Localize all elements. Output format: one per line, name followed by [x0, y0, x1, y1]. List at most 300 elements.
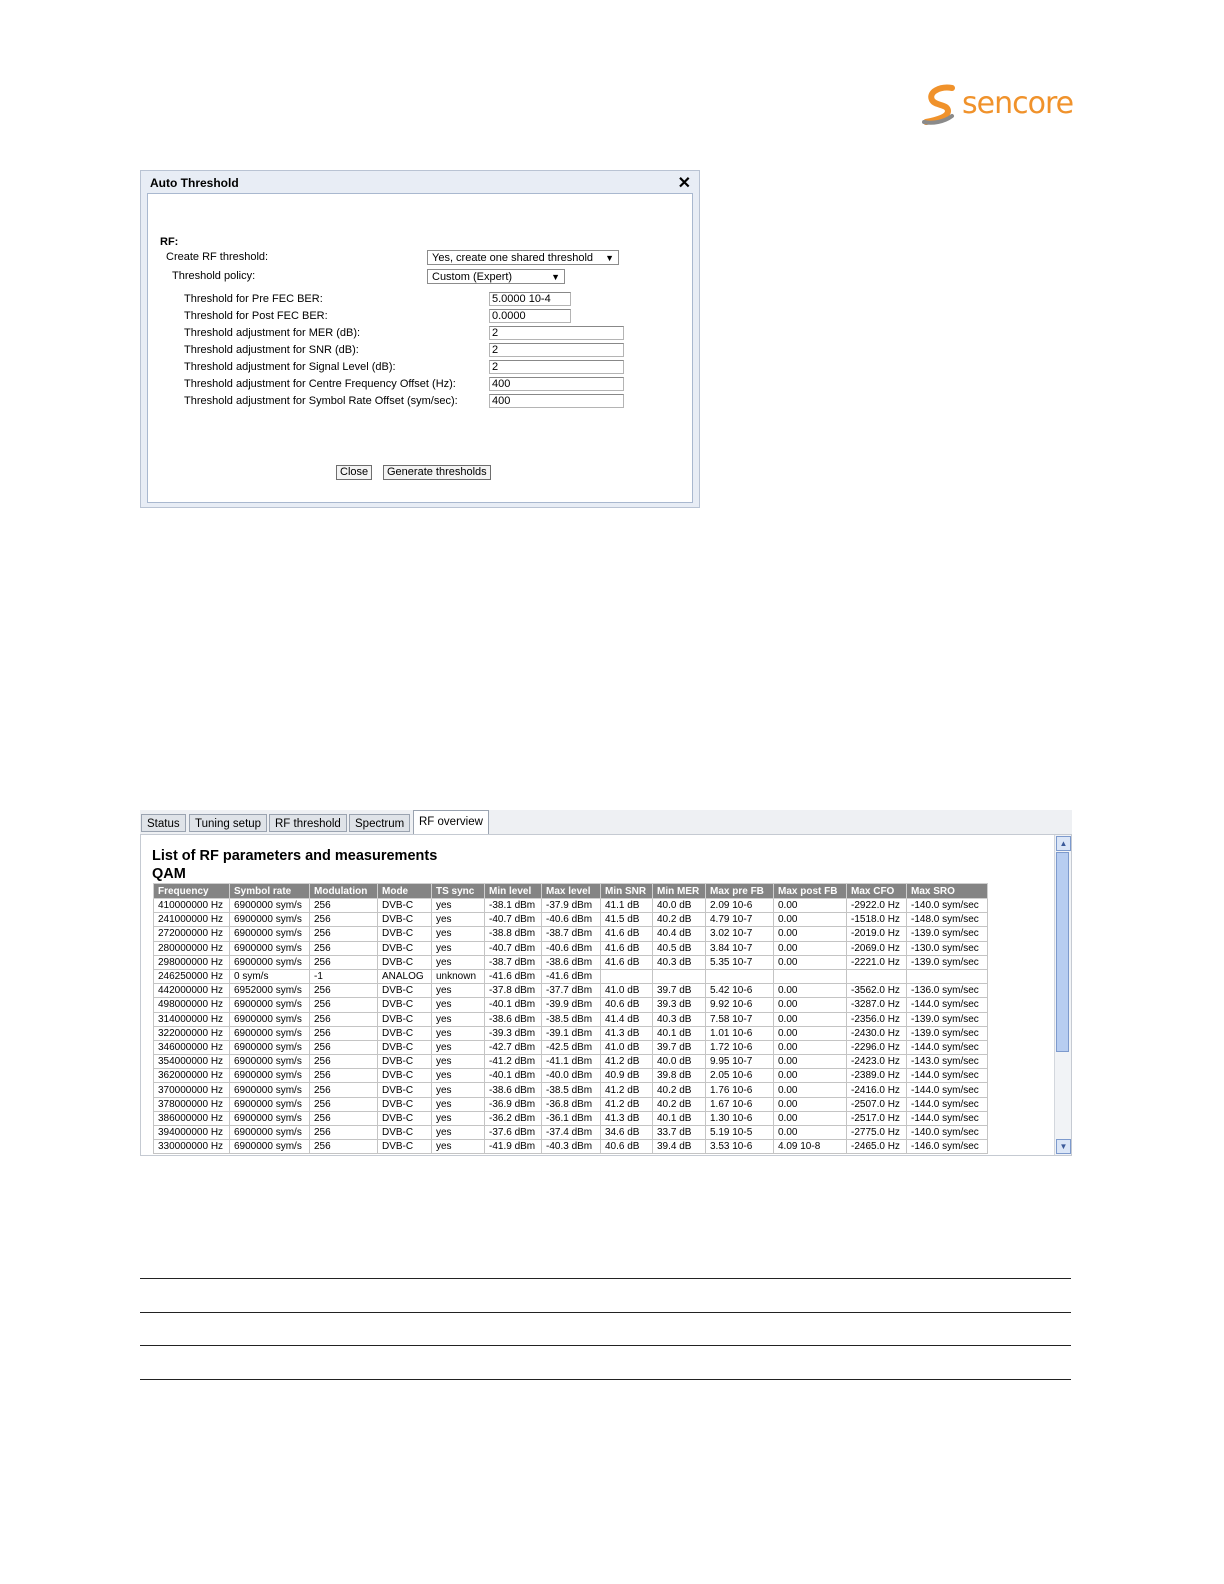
- table-cell: 40.2 dB: [653, 1097, 706, 1111]
- signal-level-adjustment-label: Threshold adjustment for Signal Level (dB):: [184, 361, 396, 373]
- mer-adjustment-input[interactable]: [489, 326, 624, 340]
- table-cell: DVB-C: [378, 1040, 432, 1054]
- table-cell: -2221.0 Hz: [847, 955, 907, 969]
- table-cell: -2389.0 Hz: [847, 1069, 907, 1083]
- table-cell: 6900000 sym/s: [230, 1126, 310, 1140]
- table-cell: DVB-C: [378, 1026, 432, 1040]
- table-cell: -2775.0 Hz: [847, 1126, 907, 1140]
- table-cell: 41.2 dB: [601, 1083, 653, 1097]
- table-cell: -148.0 sym/sec: [907, 913, 988, 927]
- table-cell: yes: [432, 984, 485, 998]
- table-cell: 0.00: [774, 913, 847, 927]
- table-cell: 0.00: [774, 941, 847, 955]
- logo-wordmark: sencore: [962, 86, 1074, 121]
- table-cell: DVB-C: [378, 941, 432, 955]
- column-header: Min level: [485, 884, 542, 899]
- table-cell: -144.0 sym/sec: [907, 998, 988, 1012]
- dialog-body: [147, 193, 693, 503]
- table-row: [154, 913, 988, 927]
- close-button[interactable]: Close: [336, 465, 372, 480]
- table-cell: -140.0 sym/sec: [907, 899, 988, 913]
- table-cell: 3.02 10-7: [706, 927, 774, 941]
- table-cell: 0.00: [774, 955, 847, 969]
- table-cell: 5.35 10-7: [706, 955, 774, 969]
- table-cell: 41.1 dB: [601, 899, 653, 913]
- table-cell: yes: [432, 927, 485, 941]
- table-cell: 40.6 dB: [601, 998, 653, 1012]
- divider: [140, 1379, 1071, 1380]
- table-cell: -38.6 dBm: [542, 955, 601, 969]
- table-cell: -2922.0 Hz: [847, 899, 907, 913]
- table-cell: 256: [310, 998, 378, 1012]
- create-rf-threshold-label: Create RF threshold:: [166, 251, 269, 263]
- table-cell: 256: [310, 1140, 378, 1154]
- table-cell: -38.7 dBm: [542, 927, 601, 941]
- table-cell: -1518.0 Hz: [847, 913, 907, 927]
- table-cell: -42.5 dBm: [542, 1040, 601, 1054]
- column-header: Frequency: [154, 884, 230, 899]
- table-cell: 6900000 sym/s: [230, 1140, 310, 1154]
- table-cell: DVB-C: [378, 1126, 432, 1140]
- table-cell: 1.30 10-6: [706, 1111, 774, 1125]
- signal-level-adjustment-input[interactable]: [489, 360, 624, 374]
- table-cell: -2423.0 Hz: [847, 1055, 907, 1069]
- table-cell: 41.5 dB: [601, 913, 653, 927]
- table-cell: yes: [432, 941, 485, 955]
- table-cell: DVB-C: [378, 998, 432, 1012]
- table-cell: -41.6 dBm: [485, 969, 542, 983]
- table-cell: DVB-C: [378, 1111, 432, 1125]
- column-header: Min SNR: [601, 884, 653, 899]
- dialog-title: Auto Threshold: [150, 176, 239, 190]
- table-cell: yes: [432, 1040, 485, 1054]
- table-row: [154, 1083, 988, 1097]
- table-header-row: [154, 884, 988, 899]
- table-cell: 256: [310, 941, 378, 955]
- auto-threshold-dialog: [140, 170, 700, 508]
- column-header: TS sync: [432, 884, 485, 899]
- table-cell: 34.6 dB: [601, 1126, 653, 1140]
- table-cell: -36.9 dBm: [485, 1097, 542, 1111]
- table-cell: -2296.0 Hz: [847, 1040, 907, 1054]
- table-cell: 362000000 Hz: [154, 1069, 230, 1083]
- table-cell: 6900000 sym/s: [230, 941, 310, 955]
- table-cell: DVB-C: [378, 1069, 432, 1083]
- table-cell: 39.7 dB: [653, 1040, 706, 1054]
- table-cell: -36.8 dBm: [542, 1097, 601, 1111]
- table-cell: unknown: [432, 969, 485, 983]
- table-cell: DVB-C: [378, 955, 432, 969]
- table-cell: 5.19 10-5: [706, 1126, 774, 1140]
- table-cell: 0 sym/s: [230, 969, 310, 983]
- section-rf-label: RF:: [160, 236, 179, 248]
- table-cell: 39.4 dB: [653, 1140, 706, 1154]
- table-cell: yes: [432, 899, 485, 913]
- sro-adjustment-label: Threshold adjustment for Symbol Rate Offset (sym/sec):: [184, 395, 458, 407]
- table-cell: 40.2 dB: [653, 913, 706, 927]
- table-cell: -2416.0 Hz: [847, 1083, 907, 1097]
- table-cell: yes: [432, 1083, 485, 1097]
- table-cell: -41.2 dBm: [485, 1055, 542, 1069]
- sro-adjustment-input[interactable]: [489, 394, 624, 408]
- table-cell: 0.00: [774, 998, 847, 1012]
- table-cell: 3.53 10-6: [706, 1140, 774, 1154]
- table-cell: 256: [310, 984, 378, 998]
- table-cell: 9.95 10-7: [706, 1055, 774, 1069]
- table-cell: -139.0 sym/sec: [907, 927, 988, 941]
- table-row: [154, 1026, 988, 1040]
- table-cell: 2.05 10-6: [706, 1069, 774, 1083]
- table-cell: [653, 969, 706, 983]
- table-cell: -2517.0 Hz: [847, 1111, 907, 1125]
- post-fec-ber-input[interactable]: [489, 309, 571, 323]
- table-cell: -38.6 dBm: [485, 1012, 542, 1026]
- table-cell: 298000000 Hz: [154, 955, 230, 969]
- table-cell: -36.1 dBm: [542, 1111, 601, 1125]
- table-cell: -3562.0 Hz: [847, 984, 907, 998]
- table-cell: 0.00: [774, 1069, 847, 1083]
- table-cell: -130.0 sym/sec: [907, 941, 988, 955]
- table-cell: 4.79 10-7: [706, 913, 774, 927]
- table-cell: yes: [432, 1111, 485, 1125]
- pre-fec-ber-label: Threshold for Pre FEC BER:: [184, 293, 323, 305]
- table-cell: 6900000 sym/s: [230, 927, 310, 941]
- table-cell: -144.0 sym/sec: [907, 1097, 988, 1111]
- table-cell: DVB-C: [378, 984, 432, 998]
- table-row: [154, 998, 988, 1012]
- table-cell: 40.6 dB: [601, 1140, 653, 1154]
- table-cell: 40.9 dB: [601, 1069, 653, 1083]
- snr-adjustment-label: Threshold adjustment for SNR (dB):: [184, 344, 359, 356]
- rf-overview-panel: [140, 810, 1072, 1156]
- table-cell: 246250000 Hz: [154, 969, 230, 983]
- table-cell: DVB-C: [378, 913, 432, 927]
- tab-rf-overview[interactable]: RF overview: [413, 810, 489, 834]
- table-cell: 354000000 Hz: [154, 1055, 230, 1069]
- table-row: [154, 1111, 988, 1125]
- table-cell: -40.7 dBm: [485, 913, 542, 927]
- table-cell: 40.0 dB: [653, 899, 706, 913]
- table-cell: -139.0 sym/sec: [907, 1026, 988, 1040]
- table-cell: 6900000 sym/s: [230, 1097, 310, 1111]
- table-cell: 2.09 10-6: [706, 899, 774, 913]
- table-cell: 41.6 dB: [601, 927, 653, 941]
- table-cell: -37.8 dBm: [485, 984, 542, 998]
- tab-spectrum[interactable]: Spectrum: [349, 814, 410, 832]
- table-cell: 0.00: [774, 1111, 847, 1125]
- tab-bar: [140, 810, 1072, 834]
- table-row: [154, 1069, 988, 1083]
- column-header: Max pre FB: [706, 884, 774, 899]
- table-cell: -37.6 dBm: [485, 1126, 542, 1140]
- table-cell: -41.1 dBm: [542, 1055, 601, 1069]
- table-cell: 6900000 sym/s: [230, 1055, 310, 1069]
- table-row: [154, 1012, 988, 1026]
- table-cell: DVB-C: [378, 1140, 432, 1154]
- column-header: Max post FB: [774, 884, 847, 899]
- table-cell: 314000000 Hz: [154, 1012, 230, 1026]
- table-cell: -2356.0 Hz: [847, 1012, 907, 1026]
- create-rf-threshold-select[interactable]: [427, 250, 619, 265]
- table-cell: [907, 969, 988, 983]
- table-cell: 6900000 sym/s: [230, 955, 310, 969]
- scroll-up-icon[interactable]: ▲: [1056, 836, 1071, 851]
- table-cell: -38.8 dBm: [485, 927, 542, 941]
- table-cell: 6952000 sym/s: [230, 984, 310, 998]
- table-cell: yes: [432, 913, 485, 927]
- table-cell: 280000000 Hz: [154, 941, 230, 955]
- table-cell: 256: [310, 955, 378, 969]
- table-cell: 0.00: [774, 1097, 847, 1111]
- table-cell: 256: [310, 1083, 378, 1097]
- table-cell: 330000000 Hz: [154, 1140, 230, 1154]
- mer-adjustment-label: Threshold adjustment for MER (dB):: [184, 327, 361, 339]
- table-cell: DVB-C: [378, 1012, 432, 1026]
- scroll-thumb[interactable]: [1056, 852, 1069, 1052]
- table-cell: 39.7 dB: [653, 984, 706, 998]
- table-cell: 386000000 Hz: [154, 1111, 230, 1125]
- table-cell: -37.4 dBm: [542, 1126, 601, 1140]
- divider: [140, 1278, 1071, 1279]
- divider: [140, 1312, 1071, 1313]
- table-cell: -36.2 dBm: [485, 1111, 542, 1125]
- sencore-s-icon: [922, 84, 962, 126]
- table-cell: -40.1 dBm: [485, 998, 542, 1012]
- table-cell: -2019.0 Hz: [847, 927, 907, 941]
- table-cell: 41.0 dB: [601, 984, 653, 998]
- table-cell: 6900000 sym/s: [230, 1040, 310, 1054]
- table-cell: -2507.0 Hz: [847, 1097, 907, 1111]
- page-title: List of RF parameters and measurements: [152, 848, 438, 864]
- rf-overview-content: [140, 834, 1072, 1156]
- create-rf-threshold-value: Yes, create one shared threshold: [432, 252, 594, 264]
- table-cell: ANALOG: [378, 969, 432, 983]
- column-header: Symbol rate: [230, 884, 310, 899]
- table-cell: 40.1 dB: [653, 1111, 706, 1125]
- table-cell: -139.0 sym/sec: [907, 955, 988, 969]
- section-title: QAM: [152, 866, 186, 882]
- table-cell: 410000000 Hz: [154, 899, 230, 913]
- table-row: [154, 927, 988, 941]
- table-cell: yes: [432, 1069, 485, 1083]
- table-row: [154, 969, 988, 983]
- pre-fec-ber-input[interactable]: [489, 292, 571, 306]
- rf-measurements-table: [153, 883, 988, 1154]
- table-cell: 0.00: [774, 927, 847, 941]
- table-cell: 40.3 dB: [653, 1012, 706, 1026]
- table-cell: -38.1 dBm: [485, 899, 542, 913]
- table-cell: 3.84 10-7: [706, 941, 774, 955]
- table-cell: 272000000 Hz: [154, 927, 230, 941]
- threshold-policy-label: Threshold policy:: [172, 270, 256, 282]
- table-cell: 33.7 dB: [653, 1126, 706, 1140]
- table-cell: -2069.0 Hz: [847, 941, 907, 955]
- tab-status[interactable]: Status: [141, 814, 186, 832]
- cfo-adjustment-input[interactable]: [489, 377, 624, 391]
- table-cell: -146.0 sym/sec: [907, 1140, 988, 1154]
- table-cell: 6900000 sym/s: [230, 899, 310, 913]
- table-cell: 6900000 sym/s: [230, 1012, 310, 1026]
- table-cell: 1.72 10-6: [706, 1040, 774, 1054]
- table-cell: 39.8 dB: [653, 1069, 706, 1083]
- table-row: [154, 1055, 988, 1069]
- table-cell: 40.0 dB: [653, 1055, 706, 1069]
- table-cell: 256: [310, 1040, 378, 1054]
- table-cell: 0.00: [774, 1083, 847, 1097]
- scroll-down-icon[interactable]: ▼: [1056, 1139, 1071, 1154]
- table-cell: yes: [432, 1026, 485, 1040]
- table-cell: 7.58 10-7: [706, 1012, 774, 1026]
- table-cell: -38.5 dBm: [542, 1012, 601, 1026]
- table-cell: -41.6 dBm: [542, 969, 601, 983]
- table-cell: DVB-C: [378, 899, 432, 913]
- table-cell: DVB-C: [378, 927, 432, 941]
- table-cell: -38.5 dBm: [542, 1083, 601, 1097]
- table-cell: 41.2 dB: [601, 1097, 653, 1111]
- table-cell: [847, 969, 907, 983]
- table-row: [154, 1097, 988, 1111]
- tab-rf-threshold[interactable]: RF threshold: [269, 814, 347, 832]
- chevron-down-icon: ▼: [551, 272, 560, 282]
- table-cell: -42.7 dBm: [485, 1040, 542, 1054]
- table-cell: -40.6 dBm: [542, 941, 601, 955]
- table-row: [154, 955, 988, 969]
- table-cell: yes: [432, 998, 485, 1012]
- table-cell: 442000000 Hz: [154, 984, 230, 998]
- threshold-policy-value: Custom (Expert): [432, 271, 513, 283]
- table-row: [154, 899, 988, 913]
- table-cell: 0.00: [774, 1026, 847, 1040]
- table-cell: 9.92 10-6: [706, 998, 774, 1012]
- table-cell: 256: [310, 913, 378, 927]
- table-cell: 41.3 dB: [601, 1111, 653, 1125]
- table-cell: [706, 969, 774, 983]
- table-cell: 6900000 sym/s: [230, 998, 310, 1012]
- table-cell: 498000000 Hz: [154, 998, 230, 1012]
- table-cell: 6900000 sym/s: [230, 913, 310, 927]
- divider: [140, 1345, 1071, 1346]
- table-cell: yes: [432, 1140, 485, 1154]
- table-cell: 256: [310, 1026, 378, 1040]
- table-cell: -40.6 dBm: [542, 913, 601, 927]
- snr-adjustment-input[interactable]: [489, 343, 624, 357]
- table-cell: 41.2 dB: [601, 1055, 653, 1069]
- table-row: [154, 1140, 988, 1154]
- table-cell: 4.09 10-8: [774, 1140, 847, 1154]
- generate-thresholds-button[interactable]: Generate thresholds: [383, 465, 491, 480]
- table-cell: 0.00: [774, 984, 847, 998]
- column-header: Modulation: [310, 884, 378, 899]
- table-cell: 6900000 sym/s: [230, 1026, 310, 1040]
- table-cell: yes: [432, 1012, 485, 1026]
- table-cell: -41.9 dBm: [485, 1140, 542, 1154]
- table-cell: 40.4 dB: [653, 927, 706, 941]
- table-body: [154, 899, 988, 1154]
- table-cell: 0.00: [774, 1055, 847, 1069]
- table-cell: [774, 969, 847, 983]
- table-cell: DVB-C: [378, 1083, 432, 1097]
- table-cell: -1: [310, 969, 378, 983]
- table-cell: 40.2 dB: [653, 1083, 706, 1097]
- table-cell: 370000000 Hz: [154, 1083, 230, 1097]
- table-cell: 256: [310, 1126, 378, 1140]
- table-cell: 241000000 Hz: [154, 913, 230, 927]
- table-cell: 346000000 Hz: [154, 1040, 230, 1054]
- chevron-down-icon: ▼: [605, 253, 614, 263]
- table-cell: -40.0 dBm: [542, 1069, 601, 1083]
- post-fec-ber-label: Threshold for Post FEC BER:: [184, 310, 328, 322]
- table-row: [154, 941, 988, 955]
- threshold-policy-select[interactable]: [427, 269, 565, 284]
- table-cell: 0.00: [774, 1012, 847, 1026]
- table-cell: -37.7 dBm: [542, 984, 601, 998]
- table-cell: -144.0 sym/sec: [907, 1083, 988, 1097]
- table-cell: 40.5 dB: [653, 941, 706, 955]
- table-cell: 0.00: [774, 1040, 847, 1054]
- table-cell: -39.1 dBm: [542, 1026, 601, 1040]
- table-cell: -144.0 sym/sec: [907, 1111, 988, 1125]
- table-cell: -144.0 sym/sec: [907, 1069, 988, 1083]
- tab-tuning-setup[interactable]: Tuning setup: [189, 814, 267, 832]
- table-cell: 256: [310, 927, 378, 941]
- table-cell: 41.6 dB: [601, 941, 653, 955]
- table-cell: 1.01 10-6: [706, 1026, 774, 1040]
- table-cell: 41.0 dB: [601, 1040, 653, 1054]
- table-cell: 41.3 dB: [601, 1026, 653, 1040]
- table-cell: -136.0 sym/sec: [907, 984, 988, 998]
- close-icon[interactable]: ✕: [677, 175, 691, 192]
- table-cell: 40.1 dB: [653, 1026, 706, 1040]
- table-cell: 0.00: [774, 899, 847, 913]
- table-cell: -40.7 dBm: [485, 941, 542, 955]
- table-cell: [601, 969, 653, 983]
- table-cell: 5.42 10-6: [706, 984, 774, 998]
- table-cell: -143.0 sym/sec: [907, 1055, 988, 1069]
- table-cell: -140.0 sym/sec: [907, 1126, 988, 1140]
- table-cell: 6900000 sym/s: [230, 1083, 310, 1097]
- column-header: Mode: [378, 884, 432, 899]
- table-cell: yes: [432, 1055, 485, 1069]
- vertical-scrollbar[interactable]: [1054, 835, 1071, 1155]
- table-cell: 256: [310, 1097, 378, 1111]
- table-cell: yes: [432, 1097, 485, 1111]
- table-cell: -37.9 dBm: [542, 899, 601, 913]
- column-header: Max SRO: [907, 884, 988, 899]
- table-cell: 6900000 sym/s: [230, 1111, 310, 1125]
- table-cell: 1.67 10-6: [706, 1097, 774, 1111]
- table-cell: -139.0 sym/sec: [907, 1012, 988, 1026]
- column-header: Max CFO: [847, 884, 907, 899]
- table-cell: -39.9 dBm: [542, 998, 601, 1012]
- table-cell: yes: [432, 1126, 485, 1140]
- table-cell: 256: [310, 1012, 378, 1026]
- table-cell: 378000000 Hz: [154, 1097, 230, 1111]
- table-cell: 0.00: [774, 1126, 847, 1140]
- table-cell: 322000000 Hz: [154, 1026, 230, 1040]
- table-cell: 40.3 dB: [653, 955, 706, 969]
- column-header: Min MER: [653, 884, 706, 899]
- cfo-adjustment-label: Threshold adjustment for Centre Frequency Offset (Hz):: [184, 378, 456, 390]
- sencore-logo: [922, 84, 1074, 126]
- table-cell: 256: [310, 1111, 378, 1125]
- table-cell: -2430.0 Hz: [847, 1026, 907, 1040]
- table-cell: DVB-C: [378, 1097, 432, 1111]
- table-row: [154, 984, 988, 998]
- table-cell: -38.6 dBm: [485, 1083, 542, 1097]
- table-cell: -39.3 dBm: [485, 1026, 542, 1040]
- table-cell: 256: [310, 899, 378, 913]
- table-cell: 1.76 10-6: [706, 1083, 774, 1097]
